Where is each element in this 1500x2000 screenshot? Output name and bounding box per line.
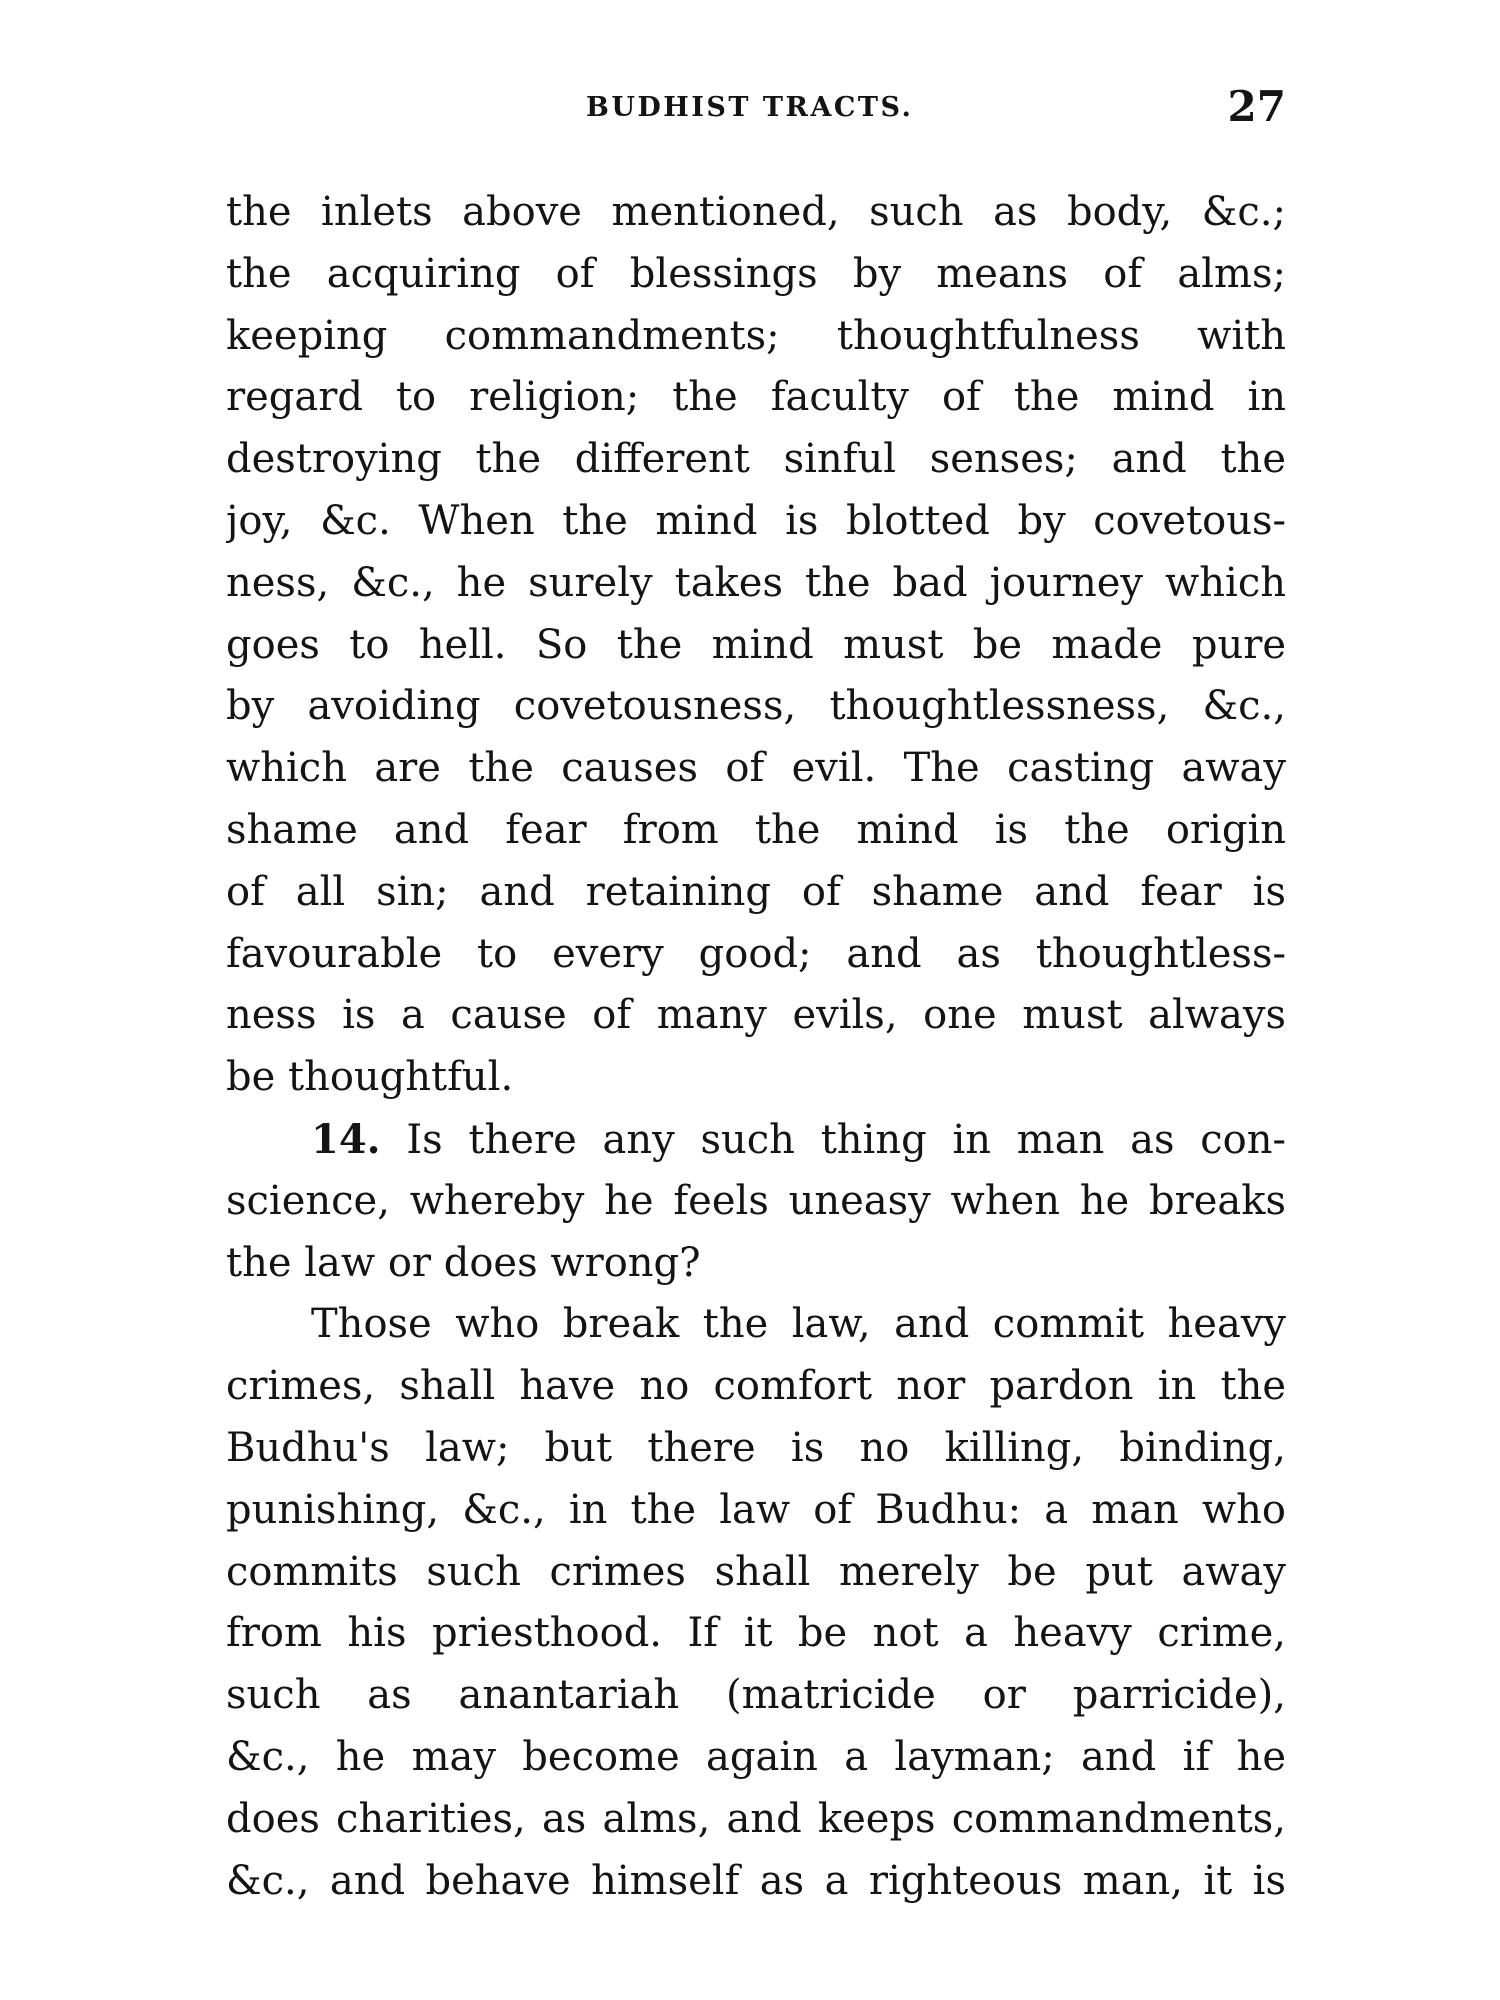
question-number: 14. bbox=[311, 1115, 381, 1163]
text-line: &c., and behave himself as a righteous man, it is bbox=[226, 1857, 1286, 1904]
text-line: &c., he may become again a layman; and if he bbox=[226, 1733, 1286, 1780]
text-line: from his priesthood. If it be not a heavy crime, bbox=[226, 1610, 1286, 1657]
text-line: science, whereby he feels uneasy when he breaks bbox=[226, 1177, 1286, 1224]
text-line: which are the causes of evil. The casting away bbox=[226, 745, 1286, 792]
running-header bbox=[226, 82, 1286, 132]
text-line: ness, &c., he surely takes the bad journey which bbox=[226, 559, 1286, 606]
text-line: such as anantariah (matricide or parricide), bbox=[226, 1672, 1286, 1719]
text-line: regard to religion; the faculty of the mind in bbox=[226, 374, 1286, 421]
text-line: does charities, as alms, and keeps commandments, bbox=[226, 1795, 1286, 1842]
text-line: joy, &c. When the mind is blotted by covetous- bbox=[226, 497, 1286, 544]
text-line: goes to hell. So the mind must be made pure bbox=[226, 621, 1286, 668]
text-line: punishing, &c., in the law of Budhu: a man who bbox=[226, 1486, 1286, 1533]
question-text: Is there any such thing in man as con- bbox=[406, 1116, 1286, 1163]
text-line: commits such crimes shall merely be put away bbox=[226, 1548, 1286, 1595]
text-line: Those who break the law, and commit heavy bbox=[311, 1301, 1286, 1348]
text-line: destroying the different sinful senses; and the bbox=[226, 436, 1286, 483]
text-line: be thoughtful. bbox=[226, 1054, 514, 1101]
question-first-line bbox=[226, 1109, 1286, 1171]
page-number: 27 bbox=[1227, 82, 1286, 131]
text-line: shame and fear from the mind is the origin bbox=[226, 806, 1286, 853]
text-line: keeping commandments; thoughtfulness with bbox=[226, 312, 1286, 359]
text-line: the inlets above mentioned, such as body, &c.; bbox=[226, 189, 1286, 235]
text-line: by avoiding covetousness, thoughtlessness, &c., bbox=[226, 683, 1286, 730]
text-line: crimes, shall have no comfort nor pardon in the bbox=[226, 1363, 1286, 1410]
text-line: Budhu's law; but there is no killing, binding, bbox=[226, 1424, 1286, 1471]
body-text bbox=[226, 182, 1286, 1912]
text-line: the acquiring of blessings by means of alms; bbox=[226, 250, 1286, 297]
text-line: favourable to every good; and as thoughtless- bbox=[226, 930, 1286, 977]
text-line: of all sin; and retaining of shame and fear is bbox=[226, 868, 1286, 915]
running-title: BUDHIST TRACTS. bbox=[586, 92, 914, 123]
text-line: ness is a cause of many evils, one must always bbox=[226, 992, 1286, 1039]
text-line: the law or does wrong? bbox=[226, 1239, 701, 1286]
